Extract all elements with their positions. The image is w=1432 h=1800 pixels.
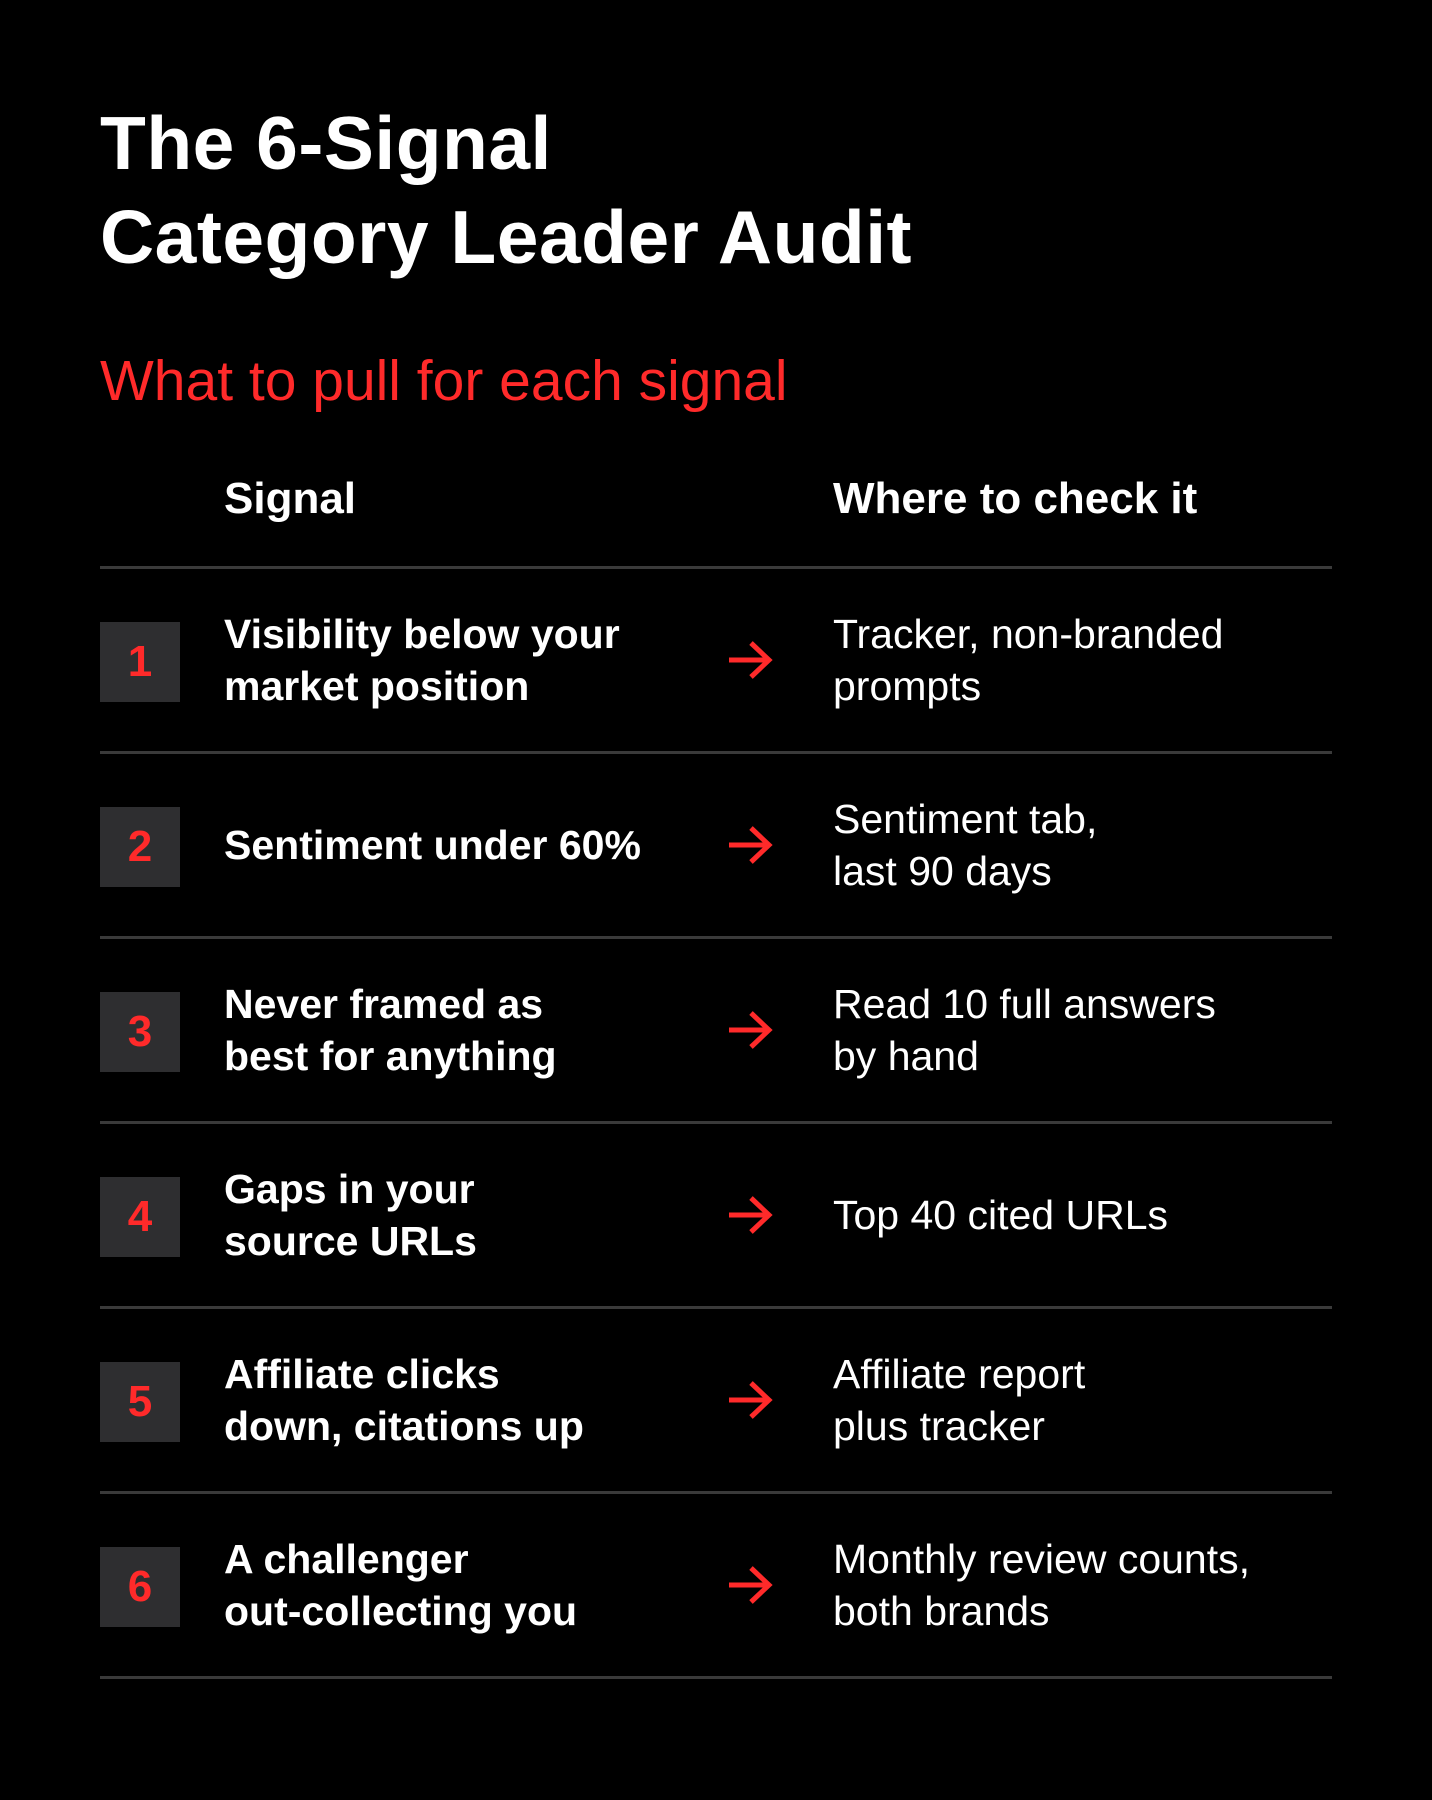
row-number-badge: 2 <box>100 807 180 887</box>
signal-cell: Never framed as best for anything <box>224 981 557 1079</box>
signal-cell: Sentiment under 60% <box>224 822 641 868</box>
arrow-right-icon <box>725 1193 775 1237</box>
where-cell: Affiliate report plus tracker <box>833 1351 1086 1449</box>
table-row <box>100 939 1332 1121</box>
where-cell: Top 40 cited URLs <box>833 1192 1169 1238</box>
table-row <box>100 1309 1332 1491</box>
table-row <box>100 1124 1332 1306</box>
row-number-badge: 3 <box>100 992 180 1072</box>
row-number-badge: 1 <box>100 622 180 702</box>
arrow-right-icon <box>725 1563 775 1607</box>
arrow-right-icon <box>725 1008 775 1052</box>
row-number-badge: 4 <box>100 1177 180 1257</box>
divider <box>100 1676 1332 1679</box>
table-row <box>100 1494 1332 1676</box>
table-row <box>100 569 1332 751</box>
arrow-right-icon <box>725 638 775 682</box>
where-cell: Monthly review counts, both brands <box>833 1536 1251 1634</box>
signal-cell: Affiliate clicks down, citations up <box>224 1351 584 1449</box>
title-line-2: Category Leader Audit <box>100 195 913 279</box>
where-cell: Sentiment tab, last 90 days <box>833 796 1098 894</box>
arrow-right-icon <box>725 823 775 867</box>
signal-cell: Visibility below your market position <box>224 611 620 709</box>
where-cell: Read 10 full answers by hand <box>833 981 1216 1079</box>
where-cell: Tracker, non-branded prompts <box>833 611 1224 709</box>
title-line-1: The 6-Signal <box>100 101 552 185</box>
signal-cell: A challenger out-collecting you <box>224 1536 578 1634</box>
table-row <box>100 754 1332 936</box>
column-header-where: Where to check it <box>833 474 1198 523</box>
column-header-signal: Signal <box>224 474 357 523</box>
arrow-right-icon <box>725 1378 775 1422</box>
signal-table <box>100 566 1332 1679</box>
signal-cell: Gaps in your source URLs <box>224 1166 477 1264</box>
row-number-badge: 6 <box>100 1547 180 1627</box>
page-title <box>100 96 1332 284</box>
subtitle: What to pull for each signal <box>100 349 788 413</box>
row-number-badge: 5 <box>100 1362 180 1442</box>
audit-card <box>100 96 1332 1634</box>
